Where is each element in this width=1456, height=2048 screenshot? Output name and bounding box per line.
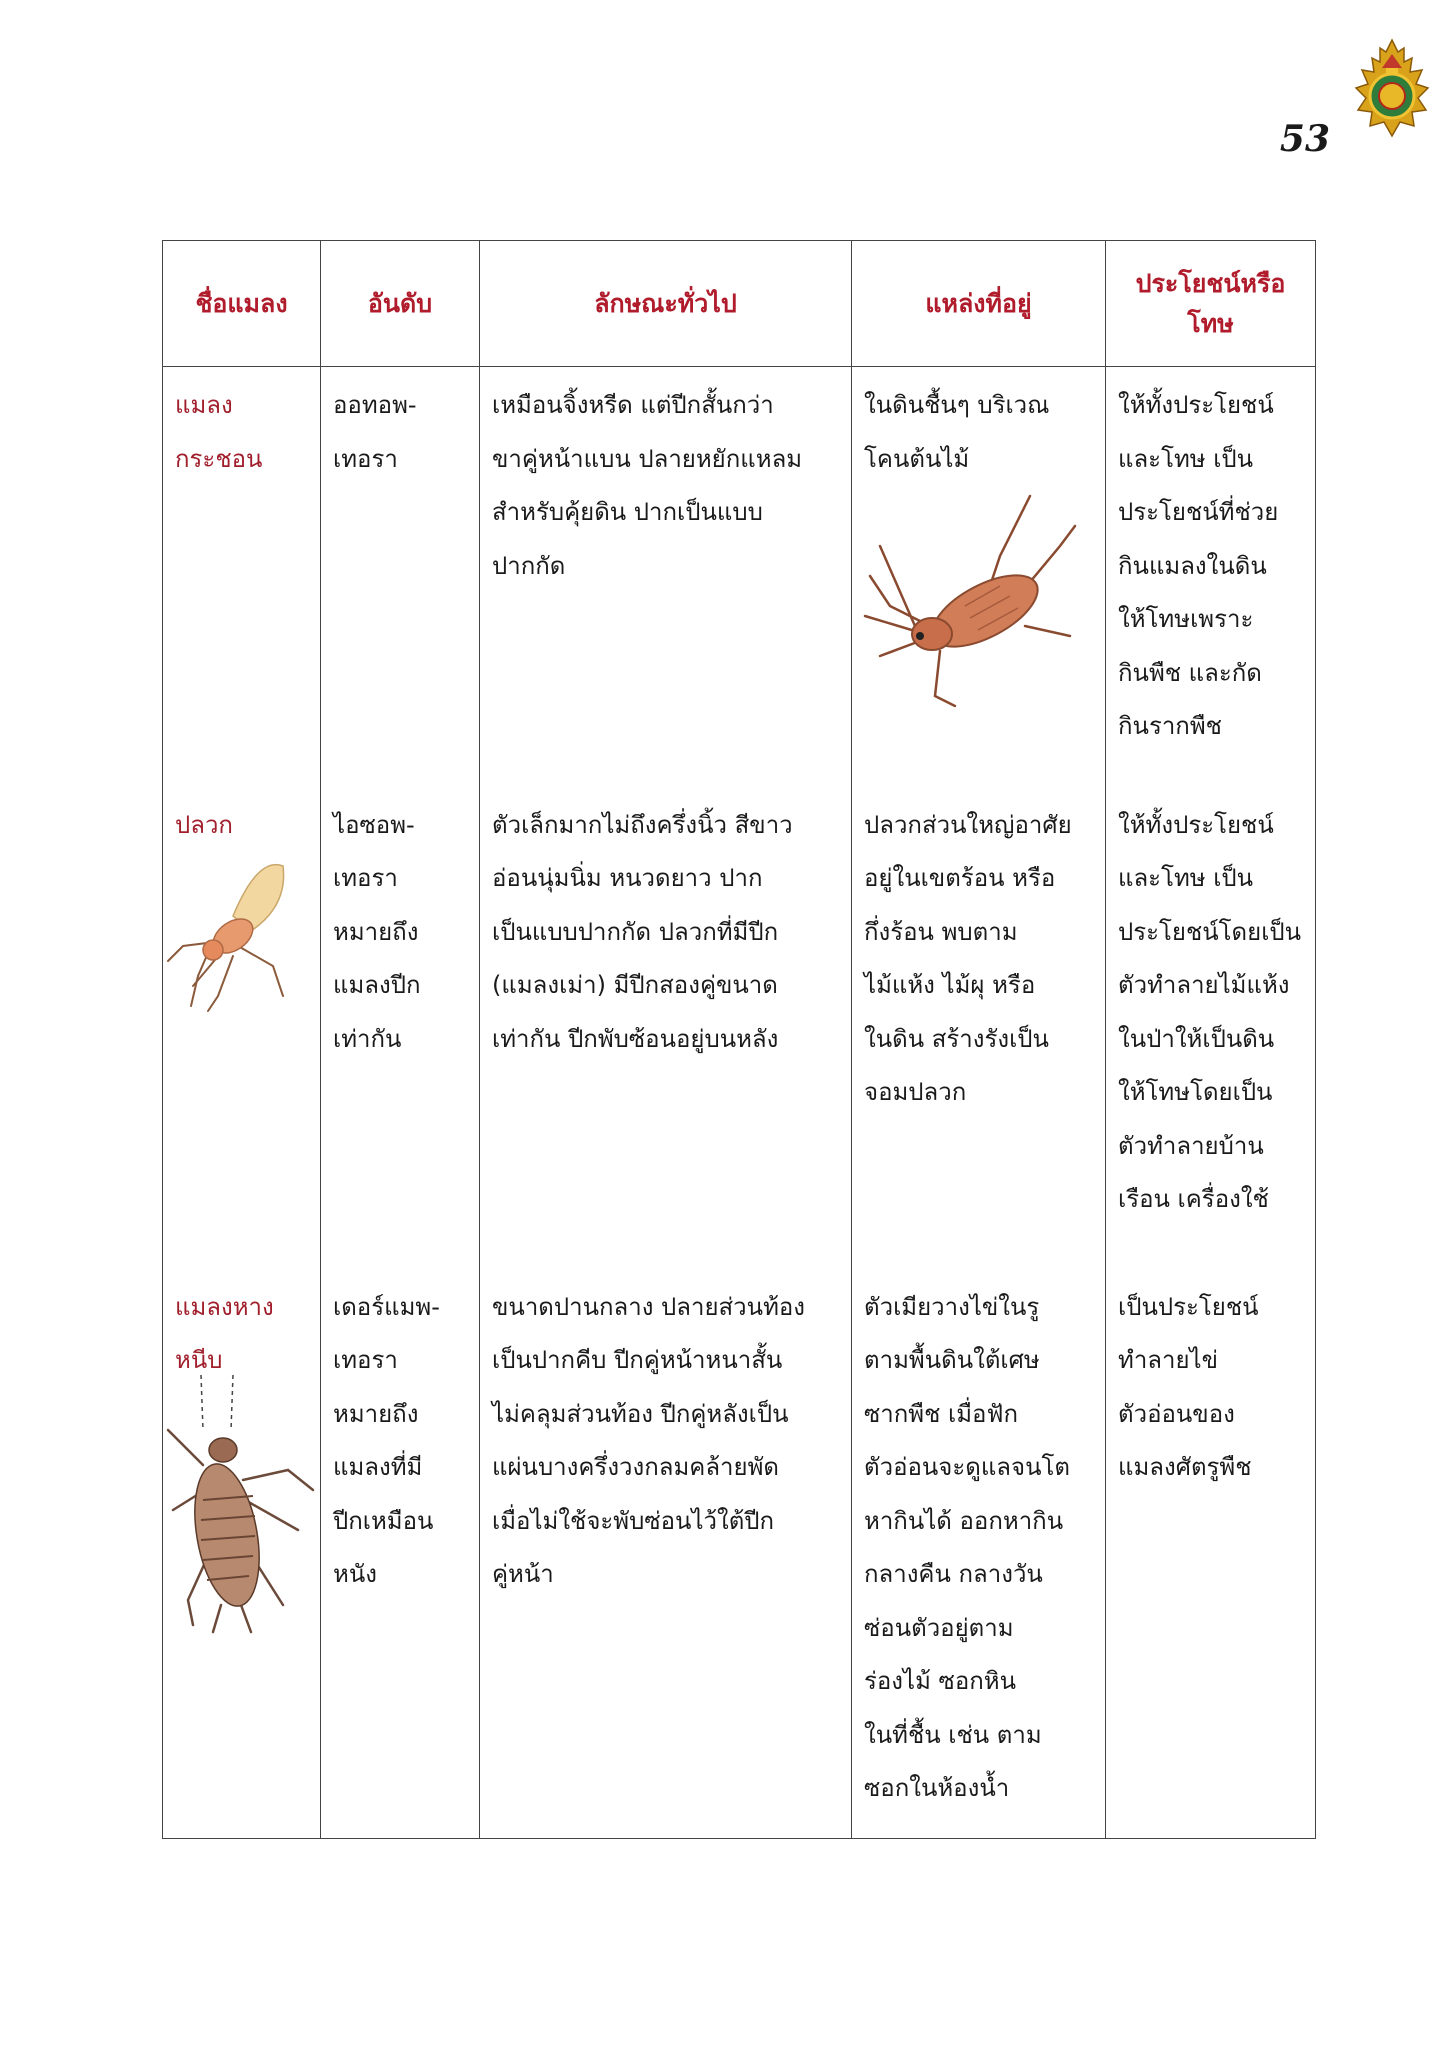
insect-benefit-harm: เป็นประโยชน์ ทำลายไข่ ตัวอ่อนของ แมลงศัตรูพืช: [1118, 1292, 1259, 1481]
earwig-illustration: [163, 1370, 319, 1640]
insect-order: เดอร์แมพ- เทอรา หมายถึง แมลงที่มี ปีกเหมือน หนัง: [333, 1292, 440, 1588]
insect-order: ไอซอพ- เทอรา หมายถึง แมลงปีก เท่ากัน: [333, 810, 421, 1053]
table-row: [163, 367, 1316, 787]
insect-name: แมลงหาง หนีบ: [175, 1292, 274, 1374]
insect-order: ออทอพ- เทอรา: [333, 391, 417, 473]
mole-cricket-illustration: [860, 486, 1090, 716]
insect-habitat: ตัวเมียวางไข่ในรู ตามพื้นดินใต้เศษ ซากพืช เมื่อฟัก ตัวอ่อนจะดูแลจนโต หากินได้ ออกหากิน กลางคืน กลางวัน ซ่อนตัวอยู่ตาม ร่องไม้ ซอกหิน ในที่ชื้น เช่น ตาม ซอกในห้องน้ำ: [864, 1292, 1070, 1802]
school-emblem-icon: [1352, 38, 1432, 138]
header-insect-name: ชื่อแมลง: [163, 241, 321, 367]
insect-benefit-harm: ให้ทั้งประโยชน์ และโทษ เป็น ประโยชน์โดยเป็น ตัวทำลายไม้แห้ง ในป่าให้เป็นดิน ให้โทษโดยเป็น ตัวทำลายบ้าน เรือน เครื่องใช้: [1118, 810, 1302, 1213]
insect-table: [162, 240, 1316, 1839]
insect-name: ปลวก: [175, 810, 233, 839]
header-characteristics: ลักษณะทั่วไป: [480, 241, 852, 367]
header-order: อันดับ: [321, 241, 480, 367]
insect-characteristics: ตัวเล็กมากไม่ถึงครึ่งนิ้ว สีขาว อ่อนนุ่มนิ่ม หนวดยาว ปาก เป็นแบบปากกัด ปลวกที่มีปีก (แมลงเม่า) มีปีกสองคู่ขนาด เท่ากัน ปีกพับซ้อนอยู่บนหลัง: [492, 810, 793, 1053]
insect-name: แมลง กระชอน: [175, 391, 263, 473]
termite-illustration: [163, 846, 313, 1016]
insect-characteristics: เหมือนจิ้งหรีด แต่ปีกสั้นกว่า ขาคู่หน้าแบน ปลายหยักแหลม สำหรับคุ้ยดิน ปากเป็นแบบ ปากกัด: [492, 391, 803, 580]
insect-benefit-harm: ให้ทั้งประโยชน์ และโทษ เป็น ประโยชน์ที่ช่วย กินแมลงในดิน ให้โทษเพราะ กินพืช และกัด กินรากพืช: [1118, 391, 1279, 740]
insect-habitat: ปลวกส่วนใหญ่อาศัย อยู่ในเขตร้อน หรือ กึ่งร้อน พบตาม ไม้แห้ง ไม้ผุ หรือ ในดิน สร้างรังเป็น จอมปลวก: [864, 810, 1072, 1106]
header-habitat: แหล่งที่อยู่: [852, 241, 1106, 367]
header-benefit-harm: ประโยชน์หรือ โทษ: [1106, 241, 1316, 367]
table-row: [163, 787, 1316, 1269]
page-number: 53: [1279, 118, 1330, 160]
table-row: [163, 1269, 1316, 1839]
insect-habitat: ในดินชื้นๆ บริเวณ โคนต้นไม้: [864, 391, 1050, 473]
table-header-row: [163, 241, 1316, 367]
insect-characteristics: ขนาดปานกลาง ปลายส่วนท้อง เป็นปากคีบ ปีกคู่หน้าหนาสั้น ไม่คลุมส่วนท้อง ปีกคู่หลังเป็น แผ่นบางครึ่งวงกลมคล้ายพัด เมื่อไม่ใช้จะพับซ่อนไว้ใต้ปีก คู่หน้า: [492, 1292, 806, 1588]
